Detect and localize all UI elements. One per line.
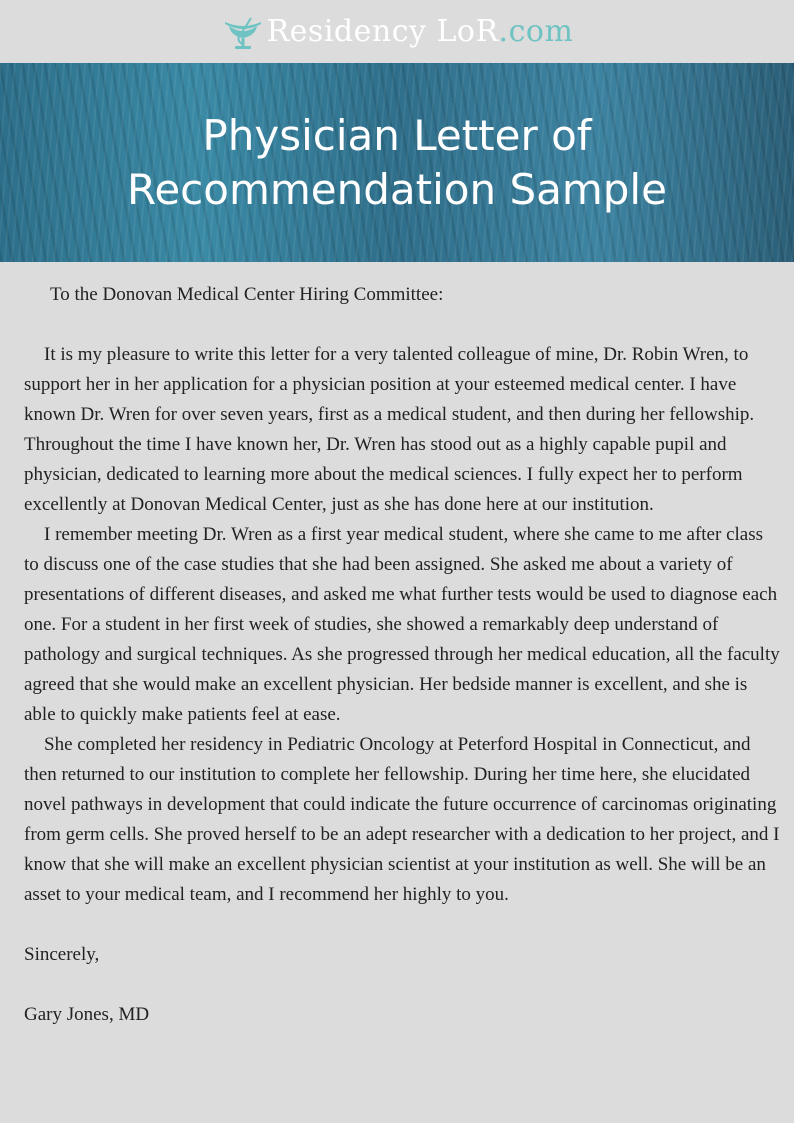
logo-text-main: Residency LoR <box>266 13 499 49</box>
logo-text <box>267 12 574 52</box>
bowl-of-hygieia-icon <box>221 14 265 52</box>
page-title-line1: Physician Letter of <box>202 110 592 160</box>
letter-closing: Sincerely, <box>24 944 100 965</box>
letter-paragraph-1: It is my pleasure to write this letter for a very talented colleague of mine, Dr. Robin Wren, to support her in her application for a physician position at your esteemed medical center. I have known Dr. Wren for over seven years, first as a medical student, and then during her fellowship. Throughout the time I have known her, Dr. Wren has stood out as a highly capable pupil and physician, dedicated to learning more about the medical sciences. I fully expect her to perform excellently at Donovan Medical Center, just as she has done here at our institution. <box>24 344 755 515</box>
letter-body <box>24 280 780 1030</box>
letter-paragraph-3: She completed her residency in Pediatric Oncology at Peterford Hospital in Connecticut, and then returned to our institution to complete her fellowship. During her time here, she elucidated novel pathways in development that could indicate the future occurrence of carcinomas originating from germ cells. She proved herself to be an adept researcher with a dedication to her project, and I know that she will make an excellent physician scientist at your institution as well. She will be an asset to your medical team, and I recommend her highly to you. <box>24 734 780 905</box>
page-title-line2: Recommendation Sample <box>127 164 667 214</box>
site-logo[interactable] <box>221 12 574 52</box>
logo-text-suffix: .com <box>498 13 574 49</box>
logo-bar <box>0 0 794 63</box>
letter-paragraph-2: I remember meeting Dr. Wren as a first year medical student, where she came to me after class to discuss one of the case studies that she had been assigned. She asked me about a variety of presentations of different diseases, and asked me what further tests would be used to diagnose each one. For a student in her first week of studies, she showed a remarkably deep understand of pathology and surgical techniques. As she progressed through her medical education, all the faculty agreed that she would make an excellent physician. Her bedside manner is excellent, and she is able to quickly make patients feel at ease. <box>24 524 780 725</box>
page-title <box>127 109 667 217</box>
letter-salutation: To the Donovan Medical Center Hiring Committee: <box>50 284 444 305</box>
title-banner <box>0 63 794 262</box>
letter-signature: Gary Jones, MD <box>24 1004 150 1025</box>
